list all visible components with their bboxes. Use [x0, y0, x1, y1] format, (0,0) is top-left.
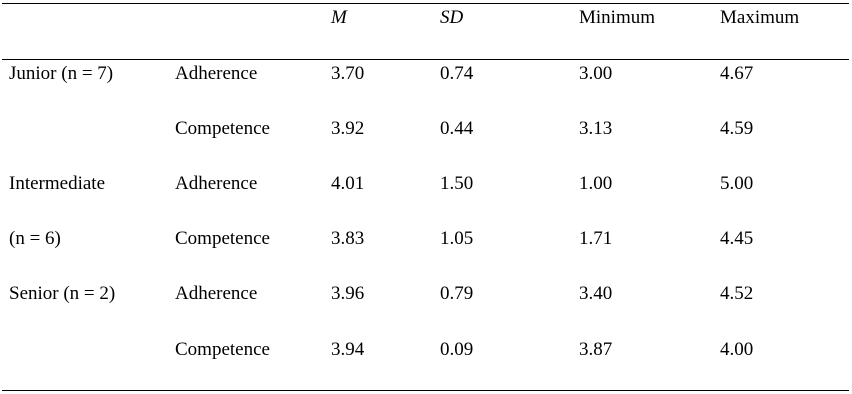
group-label: Senior (n = 2) — [9, 283, 116, 304]
maximum-value: 4.67 — [720, 63, 754, 84]
group-label: Junior (n = 7) — [9, 63, 114, 84]
mean-value: 3.96 — [331, 283, 365, 304]
measure-label: Adherence — [175, 63, 258, 84]
maximum-value: 4.45 — [720, 228, 754, 249]
mean-value: 3.92 — [331, 118, 365, 139]
measure-label: Competence — [175, 118, 270, 139]
group-label: Intermediate — [9, 173, 106, 194]
sd-value: 0.09 — [440, 339, 474, 360]
minimum-value: 3.00 — [579, 63, 613, 84]
header-mean: M — [331, 7, 347, 28]
sd-value: 0.79 — [440, 283, 474, 304]
header-sd: SD — [440, 7, 464, 28]
mean-value: 3.83 — [331, 228, 365, 249]
minimum-value: 3.87 — [579, 339, 613, 360]
maximum-value: 4.00 — [720, 339, 754, 360]
sd-value: 0.74 — [440, 63, 474, 84]
minimum-value: 1.71 — [579, 228, 613, 249]
sd-value: 1.05 — [440, 228, 474, 249]
maximum-value: 4.52 — [720, 283, 754, 304]
maximum-value: 5.00 — [720, 173, 754, 194]
mean-value: 3.94 — [331, 339, 365, 360]
sd-value: 1.50 — [440, 173, 474, 194]
maximum-value: 4.59 — [720, 118, 754, 139]
table-top-rule — [2, 3, 849, 4]
minimum-value: 3.13 — [579, 118, 613, 139]
measure-label: Adherence — [175, 283, 258, 304]
mean-value: 4.01 — [331, 173, 365, 194]
group-label: (n = 6) — [9, 228, 61, 249]
header-minimum: Minimum — [579, 7, 656, 28]
measure-label: Competence — [175, 339, 270, 360]
sd-value: 0.44 — [440, 118, 474, 139]
table-bottom-rule — [2, 390, 849, 391]
minimum-value: 1.00 — [579, 173, 613, 194]
measure-label: Competence — [175, 228, 270, 249]
table-header-rule — [2, 59, 849, 60]
minimum-value: 3.40 — [579, 283, 613, 304]
measure-label: Adherence — [175, 173, 258, 194]
header-maximum: Maximum — [720, 7, 800, 28]
mean-value: 3.70 — [331, 63, 365, 84]
